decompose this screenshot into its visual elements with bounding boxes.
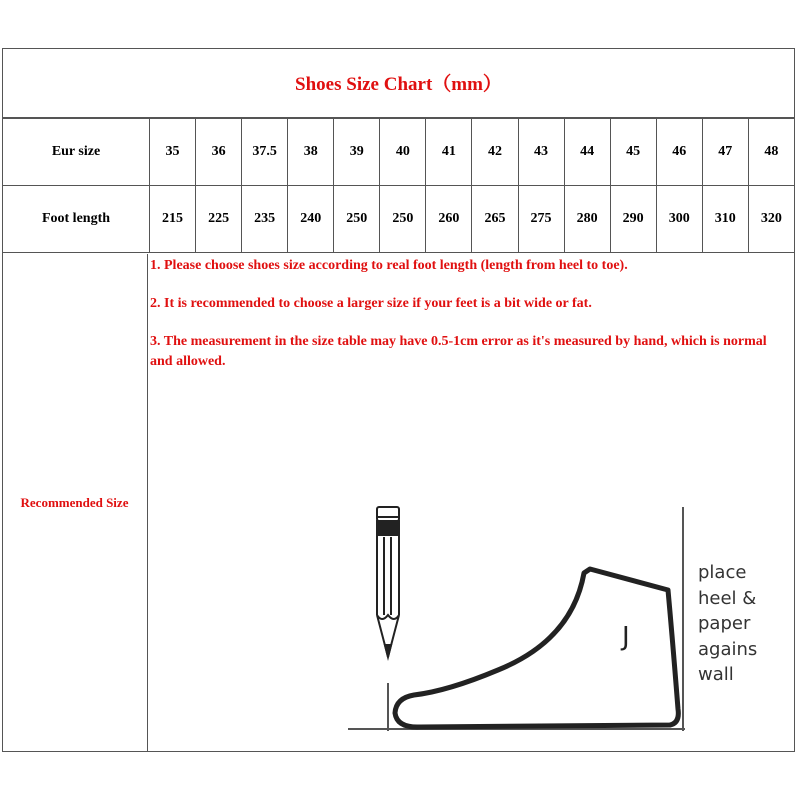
eur-size-cell: 40 [380, 119, 426, 186]
eur-size-cell: 48 [748, 119, 794, 186]
foot-length-cell: 215 [150, 186, 196, 253]
foot-length-cell: 260 [426, 186, 472, 253]
foot-length-cell: 275 [518, 186, 564, 253]
title-row [2, 48, 795, 118]
wall-text-line: paper [698, 613, 751, 634]
foot-length-label: Foot length [3, 186, 150, 253]
foot-length-cell: 240 [288, 186, 334, 253]
foot-icon [395, 569, 678, 727]
size-notes [150, 256, 790, 390]
foot-length-cell: 290 [610, 186, 656, 253]
foot-length-cell: 280 [564, 186, 610, 253]
size-table [2, 118, 795, 253]
eur-size-cell: 46 [656, 119, 702, 186]
foot-length-cell: 250 [334, 186, 380, 253]
foot-length-cell: 265 [472, 186, 518, 253]
foot-length-cell: 300 [656, 186, 702, 253]
foot-length-cell: 225 [196, 186, 242, 253]
wall-instruction [698, 560, 757, 688]
foot-measure-illustration [340, 495, 700, 735]
note-1: 1. Please choose shoes size according to real foot length (length from heel to toe). [150, 258, 628, 273]
eur-size-cell: 37.5 [242, 119, 288, 186]
eur-size-label: Eur size [3, 119, 150, 186]
eur-size-cell: 44 [564, 119, 610, 186]
eur-size-cell: 38 [288, 119, 334, 186]
wall-text-line: place [698, 562, 747, 583]
eur-size-cell: 43 [518, 119, 564, 186]
eur-size-cell: 47 [702, 119, 748, 186]
eur-size-cell: 39 [334, 119, 380, 186]
wall-text-line: heel & [698, 587, 757, 609]
eur-size-cell: 42 [472, 119, 518, 186]
foot-length-cell: 250 [380, 186, 426, 253]
foot-length-row [3, 186, 795, 253]
wall-text-line: agains [698, 638, 758, 660]
recommended-size-label: Recommended Size [2, 254, 148, 752]
note-2: 2. It is recommended to choose a larger size if your feet is a bit wide or fat. [150, 296, 592, 311]
chart-title: Shoes Size Chart（mm） [295, 74, 502, 95]
eur-size-row [3, 119, 795, 186]
eur-size-cell: 36 [196, 119, 242, 186]
foot-length-cell: 235 [242, 186, 288, 253]
wall-text-line: wall [698, 664, 734, 685]
foot-mark: J [622, 622, 630, 652]
foot-length-cell: 310 [702, 186, 748, 253]
pencil-icon [377, 507, 399, 657]
eur-size-cell: 41 [426, 119, 472, 186]
eur-size-cell: 45 [610, 119, 656, 186]
foot-length-cell: 320 [748, 186, 794, 253]
note-3: 3. The measurement in the size table may have 0.5-1cm error as it's measured by hand, which is normal and allowed. [150, 334, 767, 369]
eur-size-cell: 35 [150, 119, 196, 186]
